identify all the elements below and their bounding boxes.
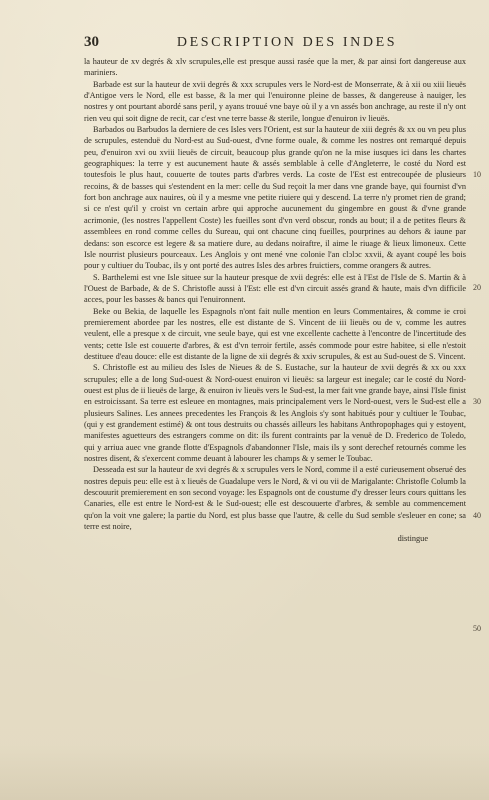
paragraph-saint-christofle: S. Christofle est au milieu des Isles de Nieues & de S. Eustache, sur la hauteur de xvii degrés & xx ou xxx scrupules; elle a de long Sud-ouest & Nord-ouest enuiron vi lieuës: sa largeur est inegale; car le costé du Nord-ouest est plus de ii lieuës de large, & enuiron iv lieuës vers le Sud-est, la mer fait vne grande baye, ainsi l'Isle finist en estroicissant. Sa terre est esleuee en montagnes, mais principalement vers le Nord-ouest, vers le Sud-est elle a plusieurs Salines. Les annees precedentes les François & les Anglois s'y sont habitués pour y cultiuer le Toubac, (qui y est grandement estimé) & ont tous destruits ou chassés ailleurs les habitans Anthropophages qui y estoyent, manifestes aguetteurs des estrangers comme on dit: ils furent contraints par la venuë de D. Frederico de Toledo, qui y arriua auec vne grande flotte d'Espagnols d'abandonner l'Isle, mais ils y sont derechef retournés comme les nostres disent, & s'exercent comme deuant à labourer les champs & y semer le Toubac.: [84, 363, 466, 464]
page-header: [84, 34, 464, 54]
paragraph-desseada: Desseada est sur la hauteur de xvi degrés & x scrupules vers le Nord, comme il a esté curieusement obserué des nostres depuis peu: elle est à x lieuës de Guadalupe vers le Nord, & vi ou vii de Marigalante: Christofle Columb la descouurit premierement en son second voyage: les Espagnols ont de coustume d'y dresser leurs cours quittans les Canaries, elle est entre le Nord-est & le Sud-ouest; elle est descouuerte d'arbres, & semble au commencement qu'on la voit vne galere; la partie du Nord, est plus basse que l'autre, & celle du Sud semble s'esleuer en cone; sa terre est noire,: [84, 465, 466, 532]
margin-line-number: 10: [473, 170, 481, 179]
text-block: [84, 56, 466, 545]
paragraph-saint-barthelemi: S. Barthelemi est vne Isle situee sur la hauteur presque de xvii degrés: elle est à l'Est de l'Isle de S. Martin & à l'Ouest de Barbade, & de S. Christofle aussi à l'Est: elle est d'vn circuit assés grand & haute, mais d'vn difficile acces, pour les basses & bancs qui l'enuironnent.: [84, 272, 466, 305]
catchword: distingue: [397, 534, 428, 544]
paragraph-continuation: la hauteur de xv degrés & xlv scrupules,elle est presque aussi rasée que la mer, & par ainsi fort dangereuse aux mariniers.: [84, 57, 466, 78]
margin-line-number: 20: [473, 283, 481, 292]
margin-line-number: 50: [473, 624, 481, 633]
running-title: DESCRIPTION DES INDES: [176, 35, 398, 50]
paragraph-beke: Beke ou Bekia, de laquelle les Espagnols n'ont fait nulle mention en leurs Commentaires, & comme ie croi premierement abordee par les nostres, elle est distante de S. Vincent de iii lieuës ou de v, comme les autres veulent, elle a presque x de circuit, vne seule baye, qui est vne excellente cachette à l'encontre de l'incertitude des vents; cette Isle est couuerte d'arbres, & est d'vn terroir fertile, assés commode pour estre habitee, si elle n'estoit destituee d'eau douce: elle est distante de la ligne de xii degrés & xxiv scrupules, & est au Sud-ouest de S. Vincent.: [84, 306, 466, 361]
paragraph-barbade: Barbade est sur la hauteur de xvii degrés & xxx scrupules vers le Nord-est de Monserrate, & à xii ou xiii lieuës d'Antigoe vers le Nord, elle est basse, & la mer qui l'enuironne pleine de basses, & dangereuse à nauiger, les nostres y ont pourtant abordé sans peril, y ayans trouué vne baye où il y a vn assés bon anchrage, au reste il n'y ont rien veu qui soit digne de recit, car c'est vne terre basse & sterile, longue d'enuiron iv lieuës.: [84, 79, 466, 123]
margin-line-number: 40: [473, 511, 481, 520]
paragraph-barbados: Barbados ou Barbudos la derniere de ces Isles vers l'Orient, est sur la hauteur de xiii degrés & xx ou vn peu plus de scrupules, estenduë du Nord-est au Sud-ouest, d'vne forme ouale, & comme les nostres ont remarqué depuis peu, d'enuiron xvi ou xviii lieuës de circuit, beaucoup plus grande qu'on ne la mise iusques ici dans les chartes geographiques: la terre y est aucunement haute & assés semblable à celle d'Angleterre, le costé du Nord est toutesfois le plus haut, couuerte de toutes parts d'arbres verds. La coste de l'Est est entrecoupée de plusieurs recoins, & de basses qui s'estendent en la mer: celle du Sud reçoit la mer dans vne grande baye, qui fournist d'vn fort bon anchrage aux nauires, où il y a mesme vne petite riuiere qui y descend. La terre n'y promet rien de grand; si ce n'est qu'il y croist vn certain arbre qui approche aucunement du gingembre en goust & d'vne grande acrimonie, (les nostres l'appellent Coste) les fueilles sont d'vn verd obscur, ronds au bout; il a de petites fleurs & assemblees en rond comme celles du Sureau, qui ont chacune cinq fueilles, pourprines au dehors & iaune par dedans: son escorce est legere & sa matiere dure, au dedans noiraftre, il aime le riuage & lieux limoneux. Cette Isle nourrist plusieurs pourceaux. Les Anglois y ont mené vne colonie l'an clↄlↄc xxvii, & ayant coupé les bois pour y cultiuer du Toubac, ils y ont porté des autres Isles des arbres fruictiers, comme orangers & autres.: [84, 125, 466, 271]
margin-line-number: 30: [473, 397, 481, 406]
page-number: 30: [84, 34, 99, 50]
